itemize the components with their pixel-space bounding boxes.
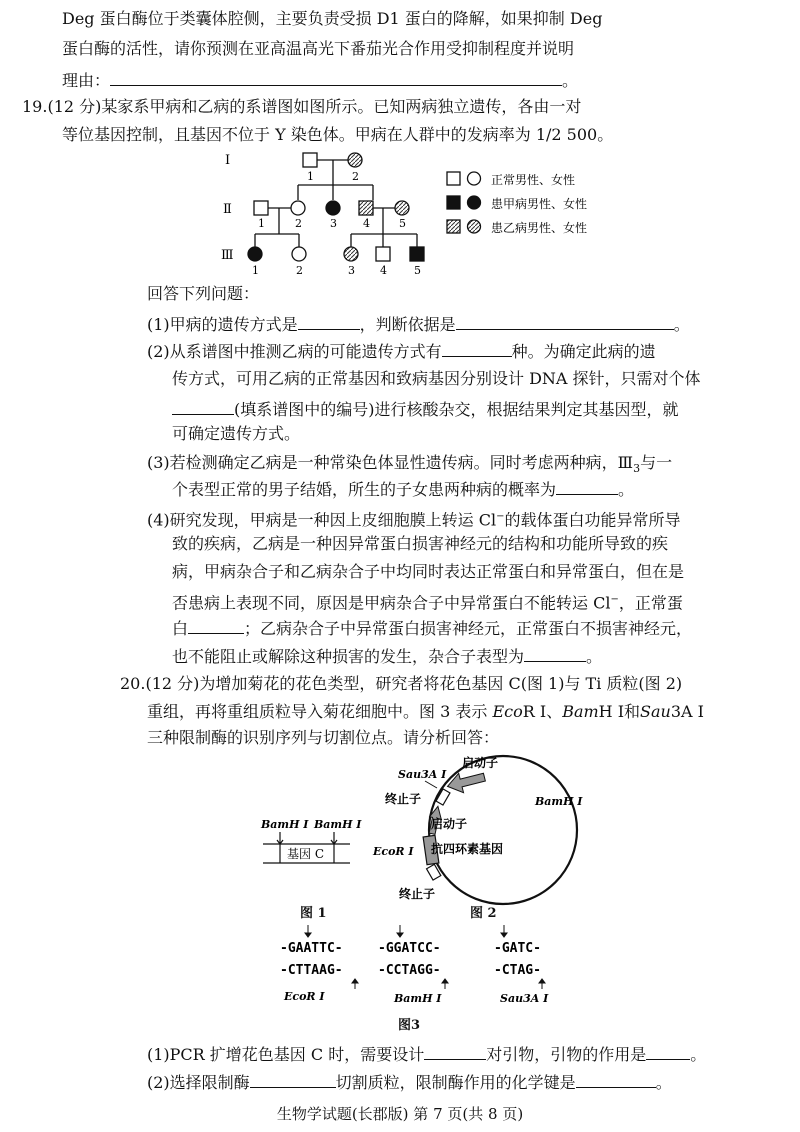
individual-number: 4 — [363, 217, 370, 230]
answer-blank[interactable] — [250, 1071, 336, 1088]
question-text: 重组，再将重组质粒导入菊花细胞中。图 3 表示 — [147, 702, 493, 721]
individual-II5 — [395, 201, 409, 215]
individual-number: 5 — [414, 264, 421, 277]
site-label: BamH Ⅰ — [261, 818, 309, 831]
individual-II1 — [254, 201, 268, 215]
text-line: 病，甲病杂合子和乙病杂合子中均同时表达正常蛋白和异常蛋白，但在是 — [172, 562, 685, 581]
question-text: 个表型正常的男子结婚，所生的子女患两种病的概率为 — [172, 480, 557, 499]
sequence-bottom: -CTAG- — [494, 963, 541, 978]
question-text: (填系谱图中的编号)进行核酸杂交，根据结果判定其基因型，就 — [234, 400, 679, 419]
period: 。 — [586, 647, 603, 666]
subquestion-2 — [147, 340, 656, 362]
pedigree-legend — [447, 172, 587, 235]
period: 。 — [562, 71, 579, 90]
question-text: (2)从系谱图中推测乙病的可能遗传方式有 — [147, 342, 442, 361]
question-text: (12 分)为增加菊花的花色类型，研究者将花色基因 C(图 1)与 Ti 质粒(图 2) — [145, 674, 683, 693]
text-line: 致的疾病，乙病是一种因异常蛋白损害神经元的结构和功能所导致的疾 — [172, 534, 669, 553]
legend-label: 患乙病男性、女性 — [491, 221, 588, 235]
individual-number: 2 — [295, 217, 302, 230]
question-20-line-3: 三种限制酶的识别序列与切割位点。请分析回答： — [147, 728, 500, 747]
question-text: (1)甲病的遗传方式是 — [147, 315, 298, 334]
site-label: BamH Ⅰ — [314, 818, 362, 831]
text-line — [172, 398, 679, 420]
sequence-top: -GATC- — [494, 941, 541, 956]
text-line: 传方式，可用乙病的正常基因和致病基因分别设计 DNA 探针，只需对个体 — [172, 369, 701, 388]
sequence-top: -GAATTC- — [280, 941, 343, 956]
legend-label: 患甲病男性、女性 — [491, 197, 588, 211]
enzyme-italic: Eco — [492, 702, 523, 721]
enzyme-label: EcoR Ⅰ — [284, 990, 325, 1003]
individual-III3 — [344, 247, 358, 261]
generation-label: Ⅰ — [225, 153, 231, 168]
resistance-gene-label: 抗四环素基因 — [431, 842, 504, 856]
legend-label: 正常男性、女性 — [491, 173, 576, 187]
sequence-bottom: -CTTAAG- — [280, 963, 343, 978]
answer-blank[interactable] — [524, 645, 586, 662]
individual-II4 — [359, 201, 373, 215]
site-label: Sau3A Ⅰ — [398, 768, 447, 781]
individual-number: 2 — [296, 264, 303, 277]
figure-2-caption: 图 2 — [470, 906, 497, 921]
terminator-label: 终止子 — [399, 887, 436, 901]
answer-blank[interactable] — [576, 1071, 656, 1088]
subquestion-3 — [147, 453, 672, 479]
individual-number: 1 — [252, 264, 259, 277]
question-text: 对引物，引物的作用是 — [486, 1045, 647, 1064]
question-text: (12 分)某家系甲病和乙病的系谱图如图所示。已知两病独立遗传，各由一对 — [47, 97, 582, 116]
superscript: − — [610, 594, 619, 605]
enzyme-italic: Sau — [640, 702, 671, 721]
period: 。 — [690, 1045, 707, 1064]
enzyme-label: BamH Ⅰ — [394, 992, 442, 1005]
text-line: Deg 蛋白酶位于类囊体腔侧，主要负责受损 D1 蛋白的降解，如果抑制 Deg — [62, 9, 603, 28]
period: 。 — [655, 1073, 672, 1092]
question-text: (1)PCR 扩增花色基因 C 时，需要设计 — [147, 1045, 425, 1064]
sequence-top: -GGATCC- — [378, 941, 441, 956]
answer-blank[interactable] — [442, 340, 512, 357]
individual-number: 3 — [348, 264, 355, 277]
page-footer: 生物学试题(长郡版) 第 7 页(共 8 页) — [276, 1105, 524, 1123]
generation-label: Ⅱ — [223, 202, 232, 217]
individual-III5 — [410, 247, 424, 261]
individual-number: 3 — [330, 217, 337, 230]
question-text: 的载体蛋白功能异常所导 — [504, 510, 681, 530]
sequence-bottom: -CCTAGG- — [378, 963, 441, 978]
text-line — [172, 590, 683, 613]
site-label: BamH Ⅰ — [535, 795, 583, 808]
question-text: (3)若检测确定乙病是一种常染色体显性遗传病。同时考虑两种病，Ⅲ — [147, 453, 634, 472]
figure-3-restriction-sites — [270, 922, 580, 1012]
question-text: 否患病上表现不同，原因是甲病杂合子中异常蛋白不能转运 Cl — [172, 593, 611, 613]
question-text: 白 — [172, 619, 189, 638]
individual-I1 — [303, 153, 317, 167]
period: 。 — [618, 480, 635, 499]
period: 。 — [673, 315, 690, 334]
subquestion-1 — [147, 313, 690, 335]
text-line: 可确定遗传方式。 — [172, 424, 301, 443]
individual-number: 1 — [258, 217, 265, 230]
terminator-label: 终止子 — [385, 792, 422, 806]
text-line — [172, 617, 692, 639]
subscript: 3 — [633, 462, 641, 476]
question-text: 也不能阻止或解除这种损害的发生，杂合子表型为 — [172, 647, 525, 666]
question-text: 切割质粒，限制酶作用的化学键是 — [335, 1073, 576, 1092]
text-line — [62, 69, 578, 91]
answer-blank[interactable] — [298, 313, 360, 330]
question-text: 种。为确定此病的遗 — [511, 342, 656, 361]
individual-number: 1 — [307, 170, 314, 183]
enzyme-italic: Bam — [562, 702, 599, 721]
individual-number: 5 — [399, 217, 406, 230]
promoter-label: 启动子 — [462, 756, 499, 770]
individual-III2 — [292, 247, 306, 261]
figure-2-plasmid — [365, 752, 605, 917]
answer-blank[interactable] — [110, 69, 562, 86]
question-text: (2)选择限制酶 — [147, 1073, 250, 1092]
promoter-arrow — [445, 767, 487, 796]
answer-blank[interactable] — [188, 617, 244, 634]
figure-3-caption: 图3 — [398, 1018, 421, 1033]
q20-subquestion-1 — [147, 1043, 706, 1065]
question-text: R Ⅰ、 — [522, 702, 563, 721]
question-text: ，判断依据是 — [359, 315, 456, 334]
answer-label: 理由： — [62, 71, 111, 90]
question-20-line-1 — [120, 674, 682, 694]
answer-blank[interactable] — [646, 1043, 690, 1060]
superscript: − — [496, 511, 505, 522]
text-line: 蛋白酶的活性，请你预测在亚高温高光下番茄光合作用受抑制程度并说明 — [62, 39, 575, 58]
answer-blank[interactable] — [456, 313, 674, 330]
question-text: ；乙病杂合子中异常蛋白损害神经元，正常蛋白不损害神经元， — [244, 619, 693, 638]
text-line — [172, 645, 602, 667]
gene-c-label: 基因 C — [287, 847, 324, 861]
question-text: H Ⅰ和 — [598, 702, 641, 721]
generation-label: Ⅲ — [221, 248, 234, 263]
answer-blank[interactable] — [172, 398, 234, 415]
subquestion-4 — [147, 507, 681, 530]
figure-1-caption: 图 1 — [300, 906, 327, 921]
text-line — [172, 478, 634, 500]
question-19-line-2: 等位基因控制，且基因不位于 Y 染色体。甲病在人群中的发病率为 1/2 500。 — [62, 125, 614, 144]
individual-II2 — [291, 201, 305, 215]
question-text: 与一 — [640, 453, 673, 472]
individual-II3 — [326, 201, 340, 215]
question-20-line-2 — [147, 702, 704, 722]
q20-subquestion-2 — [147, 1071, 672, 1093]
question-text: (4)研究发现，甲病是一种因上皮细胞膜上转运 Cl — [147, 510, 497, 530]
answer-blank[interactable] — [424, 1043, 486, 1060]
figure-1-gene-c — [258, 812, 368, 912]
answer-blank[interactable] — [556, 478, 618, 495]
question-number: 19. — [22, 97, 48, 116]
individual-number: 2 — [352, 170, 359, 183]
question-text: 3A Ⅰ — [670, 702, 704, 721]
question-number: 20. — [120, 674, 146, 693]
individual-I2 — [348, 153, 362, 167]
pedigree-chart — [215, 150, 635, 280]
enzyme-label: Sau3A Ⅰ — [500, 992, 549, 1005]
question-19-line-1 — [22, 97, 581, 117]
promoter-label: 启动子 — [431, 817, 468, 831]
individual-number: 4 — [380, 264, 387, 277]
text-line: 回答下列问题： — [147, 284, 260, 303]
question-text: ，正常蛋 — [618, 593, 683, 613]
individual-III1 — [248, 247, 262, 261]
terminator-box — [436, 789, 450, 805]
individual-III4 — [376, 247, 390, 261]
site-label: EcoR Ⅰ — [373, 845, 414, 858]
